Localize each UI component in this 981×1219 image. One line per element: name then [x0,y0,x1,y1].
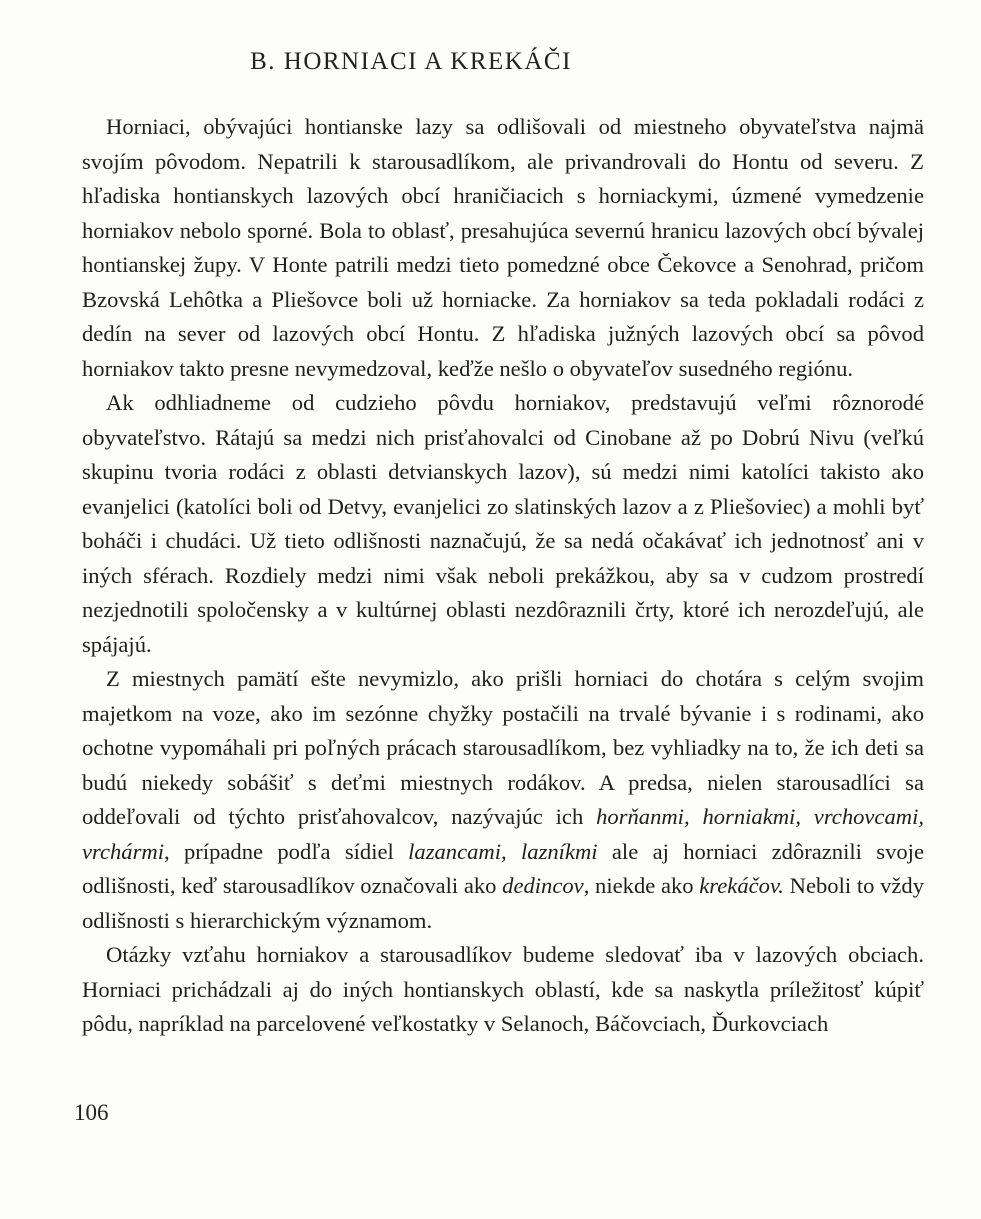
page-number: 106 [74,1100,109,1125]
text-run: Z miestnych pamätí ešte nevymizlo, ako prišli horniaci do chotára s celým svojim majetkom na voze, ako im sezónne chyžky postačili na trvalé bývanie i s rodinami, ako ochotne vypomáhali pri poľných prácach starousadlíkom, bez vyhliadky na to, že ich deti sa budú niekedy sobášiť s deťmi miestnych rodákov. A predsa, nielen starousadlíci sa oddeľovali od týchto prisťahovalcov, nazývajúc ich [82,666,924,829]
body-text [82,110,924,1042]
paragraph [82,110,924,386]
text-run: Horniaci, obývajúci hontianske lazy sa odlišovali od miestneho obyvateľstva najmä svojím pôvodom. Nepatrili k starousadlíkom, ale privandrovali do Hontu od severu. Z hľadiska hontianskych lazových obcí hraničiacich s horniackymi, úzmené vymedzenie horniakov nebolo sporné. Bola to oblasť, presahujúca severnú hranicu lazových obcí bývalej hontianskej župy. V Honte patrili medzi tieto pomedzné obce Čekovce a Senohrad, pričom Bzovská Lehôtka a Pliešovce boli už horniacke. Za horniakov sa teda pokladali rodáci z dedín na sever od lazových obcí Hontu. Z hľadiska južných lazových obcí sa pôvod horniakov takto presne nevymedzoval, keďže nešlo o obyvateľov susedného regiónu. [82,114,924,381]
text-run: Ak odhliadneme od cudzieho pôvdu horniakov, predstavujú veľmi rôznorodé obyvateľstvo. Rátajú sa medzi nich prisťahovalci od Cinobane až po Dobrú Nivu (veľkú skupinu tvoria rodáci z oblasti detvianskych lazov), sú medzi nimi katolíci takisto ako evanjelici (katolíci boli od Detvy, evanjelici zo slatinských lazov a z Pliešoviec) a mohli byť boháči i chudáci. Už tieto odlišnosti naznačujú, že sa nedá očakávať ich jednotnosť ani v iných sférach. Rozdiely medzi nimi však neboli prekážkou, aby sa v cudzom prostredí nezjednotili spoločensky a v kultúrnej oblasti nezdôraznili črty, ktoré ich nerozdeľujú, ale spájajú. [82,390,924,657]
text-run: , niekde ako [583,873,700,898]
text-run: Neboli to vždy odlišnosti s hierarchickým významom. [82,873,924,933]
text-run: ale aj horniaci zdôraznili svoje odlišnosti, keď starousadlíkov označovali ako [82,838,924,898]
italic-term: lazancami, lazníkmi [408,838,598,864]
italic-term: dedincov [502,873,584,898]
italic-term: horňanmi, horniakmi, vrchovcami, vrchármi [82,804,925,864]
paragraph [82,386,924,662]
section-heading: B. HORNIACI A KREKÁČI [250,48,572,75]
paragraph [82,662,924,938]
text-run: , prípadne podľa sídiel [164,838,409,864]
italic-term: krekáčov. [699,873,784,898]
text-run: Otázky vzťahu horniakov a starousadlíkov budeme sledovať iba v lazových obciach. Horniaci prichádzali aj do iných hontianskych oblastí, kde sa naskytla príležitosť kúpiť pôdu, napríklad na parcelovené veľkostatky v Selanoch, Báčovciach, Ďurkovciach [82,942,924,1036]
paragraph [82,938,924,1042]
